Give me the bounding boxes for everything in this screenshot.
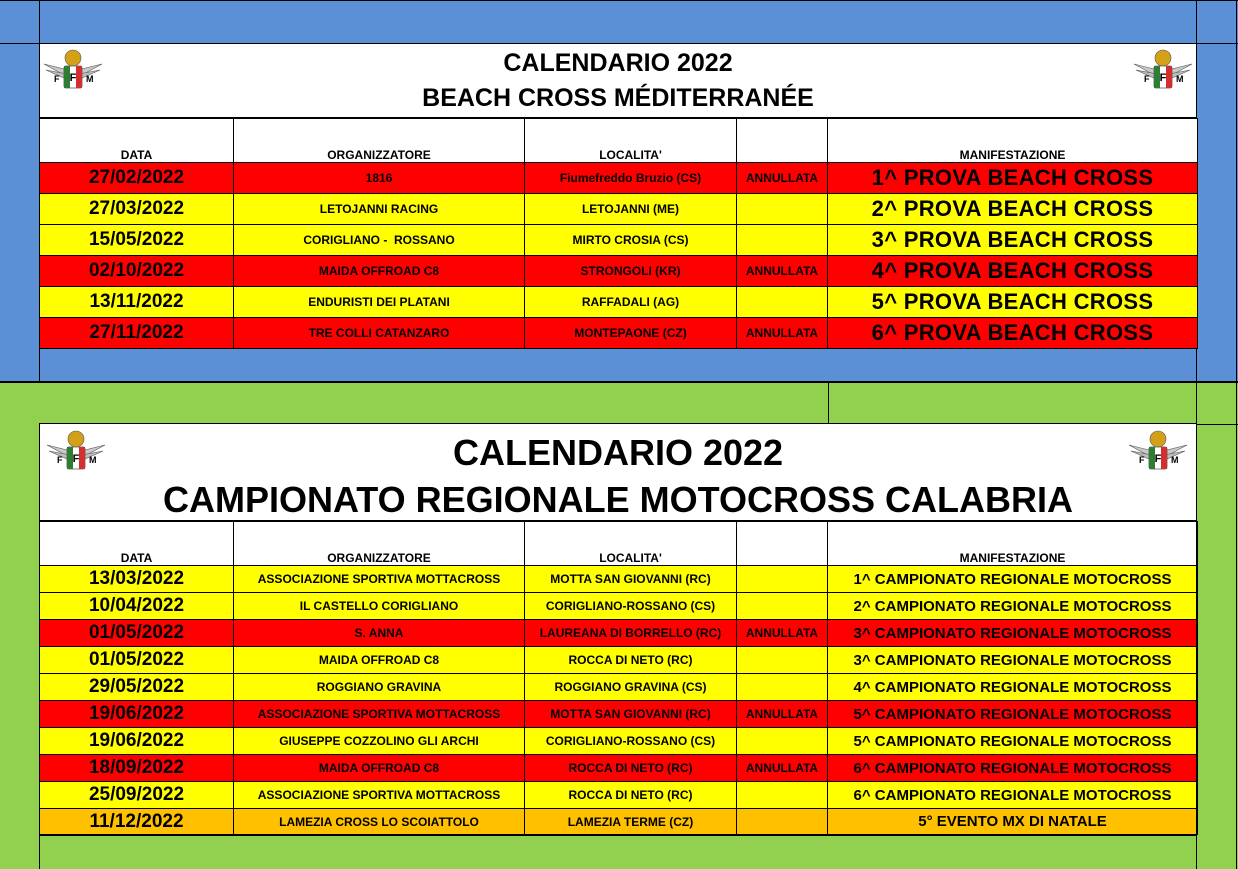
- cell-localita: MONTEPAONE (CZ): [525, 318, 737, 349]
- cell-manifestazione: 4^ PROVA BEACH CROSS: [828, 256, 1198, 287]
- motocross-title-line2: CAMPIONATO REGIONALE MOTOCROSS CALABRIA: [162, 479, 1074, 520]
- cell-organizzatore: IL CASTELLO CORIGLIANO: [234, 593, 525, 620]
- cell-data: 13/11/2022: [40, 287, 234, 318]
- col-header-localita: LOCALITA': [525, 522, 737, 566]
- cell-manifestazione: 5° EVENTO MX DI NATALE: [828, 809, 1198, 835]
- table-row: [40, 701, 1198, 728]
- svg-text:M: M: [89, 455, 97, 465]
- cell-organizzatore: LAMEZIA CROSS LO SCOIATTOLO: [234, 809, 525, 835]
- svg-text:F: F: [54, 74, 60, 84]
- cell-organizzatore: S. ANNA: [234, 620, 525, 647]
- cell-manifestazione: 5^ CAMPIONATO REGIONALE MOTOCROSS: [828, 701, 1198, 728]
- cell-localita: MOTTA SAN GIOVANNI (RC): [525, 701, 737, 728]
- cell-manifestazione: 4^ CAMPIONATO REGIONALE MOTOCROSS: [828, 674, 1198, 701]
- cell-manifestazione: 6^ PROVA BEACH CROSS: [828, 318, 1198, 349]
- cell-localita: RAFFADALI (AG): [525, 287, 737, 318]
- cell-data: 11/12/2022: [40, 809, 234, 835]
- cell-stato: [737, 647, 828, 674]
- cell-data: 25/09/2022: [40, 782, 234, 809]
- cell-organizzatore: ASSOCIAZIONE SPORTIVA MOTTACROSS: [234, 701, 525, 728]
- col-header-organizzatore: ORGANIZZATORE: [234, 119, 525, 163]
- cell-manifestazione: 3^ CAMPIONATO REGIONALE MOTOCROSS: [828, 647, 1198, 674]
- cell-data: 29/05/2022: [40, 674, 234, 701]
- beach-cross-section: [0, 0, 1238, 383]
- table-header-row: [40, 119, 1198, 163]
- beach-title-line2: BEACH CROSS MÉDITERRANÉE: [422, 84, 814, 112]
- cell-manifestazione: 6^ CAMPIONATO REGIONALE MOTOCROSS: [828, 782, 1198, 809]
- grid-line: [828, 383, 829, 425]
- cell-stato: ANNULLATA: [737, 318, 828, 349]
- table-row: [40, 287, 1198, 318]
- svg-text:F: F: [1154, 453, 1162, 465]
- table-header-row: [40, 522, 1198, 566]
- cell-stato: [737, 287, 828, 318]
- fmi-logo-icon: [1132, 46, 1194, 98]
- cell-stato: ANNULLATA: [737, 755, 828, 782]
- cell-localita: ROCCA DI NETO (RC): [525, 755, 737, 782]
- fmi-logo-icon: [1127, 427, 1189, 479]
- cell-stato: [737, 566, 828, 593]
- svg-text:F: F: [1159, 72, 1167, 84]
- col-header-data: DATA: [40, 522, 234, 566]
- cell-localita: STRONGOLI (KR): [525, 256, 737, 287]
- cell-data: 19/06/2022: [40, 728, 234, 755]
- table-row: [40, 225, 1198, 256]
- col-header-organizzatore: ORGANIZZATORE: [234, 522, 525, 566]
- svg-text:F: F: [69, 72, 77, 84]
- cell-manifestazione: 1^ CAMPIONATO REGIONALE MOTOCROSS: [828, 566, 1198, 593]
- table-row: [40, 318, 1198, 349]
- cell-stato: [737, 593, 828, 620]
- cell-localita: ROGGIANO GRAVINA (CS): [525, 674, 737, 701]
- cell-organizzatore: ENDURISTI DEI PLATANI: [234, 287, 525, 318]
- svg-text:F: F: [1139, 455, 1145, 465]
- cell-data: 27/02/2022: [40, 163, 234, 194]
- cell-organizzatore: ASSOCIAZIONE SPORTIVA MOTTACROSS: [234, 782, 525, 809]
- cell-organizzatore: 1816: [234, 163, 525, 194]
- cell-manifestazione: 2^ CAMPIONATO REGIONALE MOTOCROSS: [828, 593, 1198, 620]
- cell-stato: ANNULLATA: [737, 620, 828, 647]
- cell-data: 27/03/2022: [40, 194, 234, 225]
- table-row: [40, 620, 1198, 647]
- cell-organizzatore: ASSOCIAZIONE SPORTIVA MOTTACROSS: [234, 566, 525, 593]
- motocross-section: [0, 383, 1238, 869]
- motocross-header-panel: [39, 423, 1197, 521]
- table-row: [40, 809, 1198, 835]
- cell-localita: LAUREANA DI BORRELLO (RC): [525, 620, 737, 647]
- table-row: [40, 566, 1198, 593]
- cell-data: 19/06/2022: [40, 701, 234, 728]
- col-header-manifestazione: MANIFESTAZIONE: [828, 522, 1198, 566]
- cell-organizzatore: TRE COLLI CATANZARO: [234, 318, 525, 349]
- cell-data: 10/04/2022: [40, 593, 234, 620]
- cell-localita: MIRTO CROSIA (CS): [525, 225, 737, 256]
- cell-localita: ROCCA DI NETO (RC): [525, 647, 737, 674]
- cell-data: 15/05/2022: [40, 225, 234, 256]
- cell-stato: [737, 728, 828, 755]
- svg-text:F: F: [57, 455, 63, 465]
- grid-line: [39, 835, 1197, 836]
- cell-stato: ANNULLATA: [737, 163, 828, 194]
- cell-stato: ANNULLATA: [737, 256, 828, 287]
- col-header-manifestazione: MANIFESTAZIONE: [828, 119, 1198, 163]
- cell-localita: MOTTA SAN GIOVANNI (RC): [525, 566, 737, 593]
- cell-organizzatore: MAIDA OFFROAD C8: [234, 647, 525, 674]
- cell-localita: Fiumefreddo Bruzio (CS): [525, 163, 737, 194]
- table-row: [40, 755, 1198, 782]
- cell-manifestazione: 3^ PROVA BEACH CROSS: [828, 225, 1198, 256]
- table-row: [40, 674, 1198, 701]
- cell-organizzatore: CORIGLIANO - ROSSANO: [234, 225, 525, 256]
- grid-line: [1236, 383, 1237, 869]
- cell-organizzatore: ROGGIANO GRAVINA: [234, 674, 525, 701]
- cell-localita: LETOJANNI (ME): [525, 194, 737, 225]
- col-header-data: DATA: [40, 119, 234, 163]
- cell-manifestazione: 6^ CAMPIONATO REGIONALE MOTOCROSS: [828, 755, 1198, 782]
- cell-data: 18/09/2022: [40, 755, 234, 782]
- fmi-logo-icon: [45, 427, 107, 479]
- cell-organizzatore: LETOJANNI RACING: [234, 194, 525, 225]
- cell-manifestazione: 1^ PROVA BEACH CROSS: [828, 163, 1198, 194]
- cell-stato: [737, 809, 828, 835]
- cell-stato: [737, 194, 828, 225]
- table-row: [40, 256, 1198, 287]
- cell-data: 01/05/2022: [40, 647, 234, 674]
- cell-stato: [737, 225, 828, 256]
- cell-localita: CORIGLIANO-ROSSANO (CS): [525, 728, 737, 755]
- table-row: [40, 194, 1198, 225]
- cell-organizzatore: MAIDA OFFROAD C8: [234, 256, 525, 287]
- grid-line: [1196, 383, 1197, 869]
- svg-text:M: M: [1176, 74, 1184, 84]
- cell-localita: CORIGLIANO-ROSSANO (CS): [525, 593, 737, 620]
- svg-text:F: F: [1144, 74, 1150, 84]
- cell-data: 02/10/2022: [40, 256, 234, 287]
- motocross-title-line1: CALENDARIO 2022: [452, 432, 784, 473]
- svg-text:F: F: [72, 453, 80, 465]
- cell-manifestazione: 5^ PROVA BEACH CROSS: [828, 287, 1198, 318]
- fmi-logo-icon: [42, 46, 104, 98]
- cell-manifestazione: 2^ PROVA BEACH CROSS: [828, 194, 1198, 225]
- cell-data: 27/11/2022: [40, 318, 234, 349]
- beach-calendar-table: [39, 118, 1198, 349]
- grid-line: [1236, 0, 1237, 383]
- table-row: [40, 593, 1198, 620]
- svg-text:M: M: [86, 74, 94, 84]
- cell-localita: LAMEZIA TERME (CZ): [525, 809, 737, 835]
- col-header-stato: [737, 119, 828, 163]
- col-header-localita: LOCALITA': [525, 119, 737, 163]
- table-row: [40, 647, 1198, 674]
- cell-stato: [737, 674, 828, 701]
- svg-text:M: M: [1171, 455, 1179, 465]
- cell-organizzatore: GIUSEPPE COZZOLINO GLI ARCHI: [234, 728, 525, 755]
- table-row: [40, 782, 1198, 809]
- table-row: [40, 163, 1198, 194]
- cell-manifestazione: 3^ CAMPIONATO REGIONALE MOTOCROSS: [828, 620, 1198, 647]
- col-header-stato: [737, 522, 828, 566]
- cell-data: 01/05/2022: [40, 620, 234, 647]
- cell-manifestazione: 5^ CAMPIONATO REGIONALE MOTOCROSS: [828, 728, 1198, 755]
- cell-stato: [737, 782, 828, 809]
- motocross-calendar-table: [39, 521, 1198, 835]
- beach-header-panel: [39, 43, 1197, 118]
- cell-organizzatore: MAIDA OFFROAD C8: [234, 755, 525, 782]
- table-row: [40, 728, 1198, 755]
- cell-stato: ANNULLATA: [737, 701, 828, 728]
- grid-line: [0, 0, 1238, 1]
- cell-localita: ROCCA DI NETO (RC): [525, 782, 737, 809]
- cell-data: 13/03/2022: [40, 566, 234, 593]
- beach-title-line1: CALENDARIO 2022: [503, 49, 733, 77]
